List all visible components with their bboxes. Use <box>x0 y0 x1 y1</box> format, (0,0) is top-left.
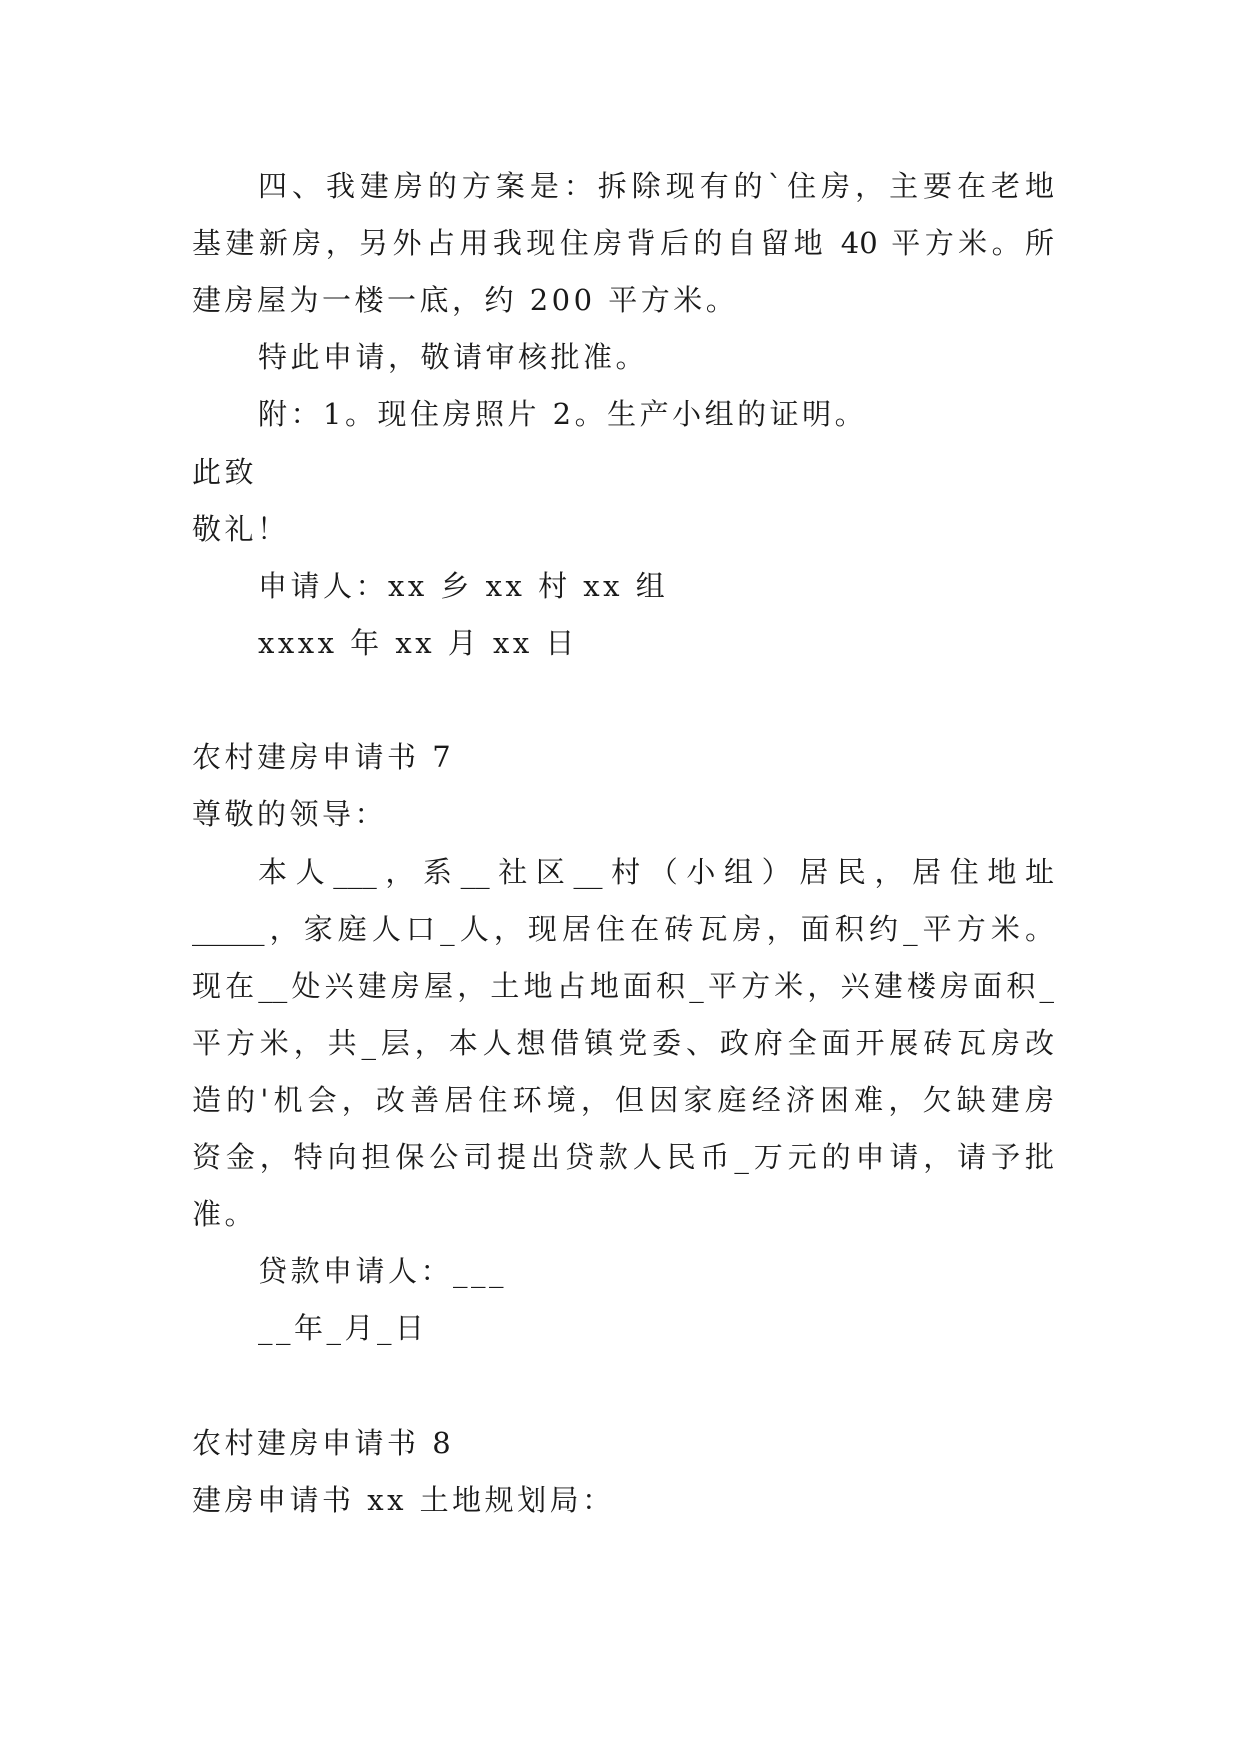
body-line-7: 准。 <box>192 1197 258 1231</box>
attachments-line: 附：1。现住房照片 2。生产小组的证明。 <box>258 397 868 431</box>
body-line-3: 现在__处兴建房屋，土地占地面积_平方米，兴建楼房面积_ <box>192 969 1054 1003</box>
closing-salutation: 此致 <box>192 455 258 489</box>
applicant-line: 申请人：xx 乡 xx 村 xx 组 <box>258 569 669 603</box>
loan-date-line: __年_月_日 <box>258 1311 428 1345</box>
request-statement: 特此申请，敬请审核批准。 <box>258 340 649 374</box>
loan-applicant-line: 贷款申请人：___ <box>258 1254 508 1288</box>
paragraph-line-1: 四、我建房的方案是：拆除现有的`住房，主要在老地 <box>258 169 1054 203</box>
section-title-7: 农村建房申请书 7 <box>192 740 455 774</box>
body-line-2: _____，家庭人口_人，现居住在砖瓦房，面积约_平方米。 <box>192 912 1054 946</box>
body-line-5: 造的'机会，改善居住环境，但因家庭经济困难，欠缺建房 <box>192 1083 1054 1117</box>
body-line-1: 本人___，系__社区__村（小组）居民，居住地址 <box>258 855 1054 889</box>
paragraph-line-3: 建房屋为一楼一底，约 200 平方米。 <box>192 283 739 317</box>
greeting-line: 尊敬的领导： <box>192 797 388 831</box>
body-line-6: 资金，特向担保公司提出贷款人民币_万元的申请，请予批 <box>192 1140 1054 1174</box>
addressee-line: 建房申请书 xx 土地规划局： <box>192 1483 615 1517</box>
section-title-8: 农村建房申请书 8 <box>192 1426 455 1460</box>
body-line-4: 平方米，共_层，本人想借镇党委、政府全面开展砖瓦房改 <box>192 1026 1054 1060</box>
date-line: xxxx 年 xx 月 xx 日 <box>258 626 578 660</box>
closing-regards: 敬礼！ <box>192 512 290 546</box>
paragraph-line-2: 基建新房，另外占用我现住房背后的自留地 40 平方米。所 <box>192 226 1054 260</box>
